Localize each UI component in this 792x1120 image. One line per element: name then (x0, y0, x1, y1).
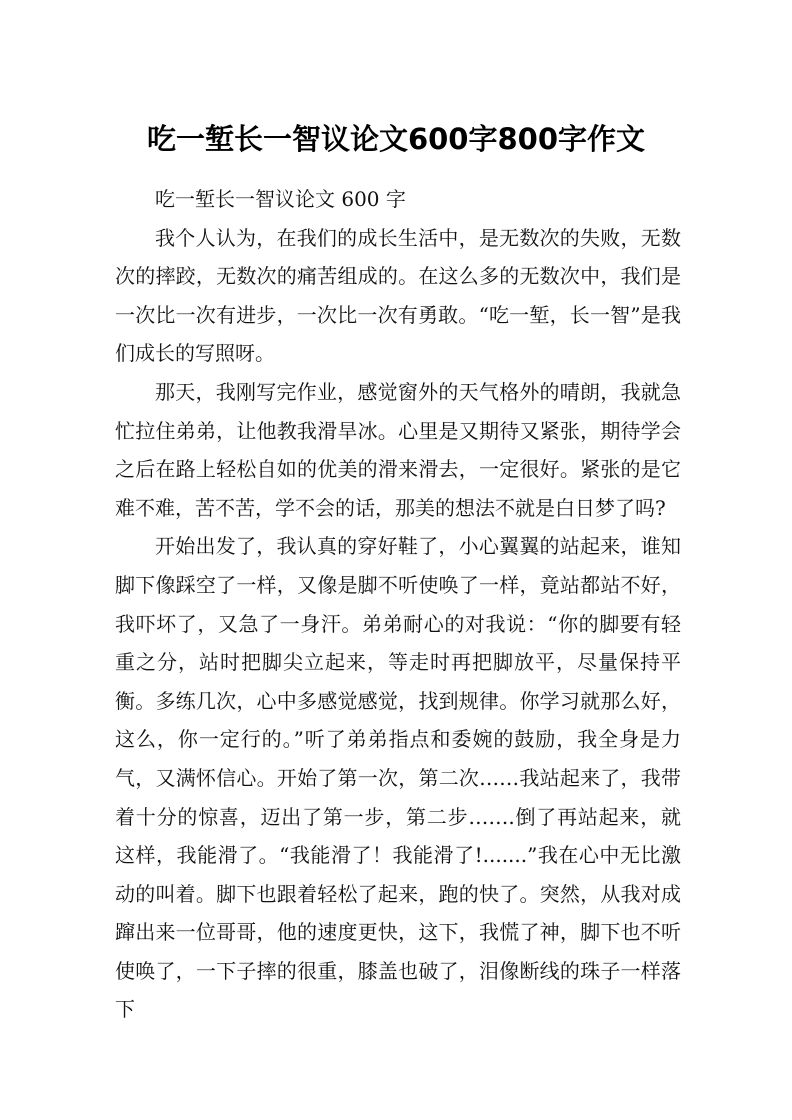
paragraph-1: 我个人认为，在我们的成长生活中，是无数次的失败，无数次的摔跤，无数次的痛苦组成的。在这么多的无数次中，我们是一次比一次有进步，一次比一次有勇敢。“吃一堑，长一智”是我们成长的写照呀。 (115, 225, 681, 366)
paragraph-2: 那天，我刚写完作业，感觉窗外的天气格外的晴朗，我就急忙拉住弟弟，让他教我滑旱冰。心里是又期待又紧张，期待学会之后在路上轻松自如的优美的滑来滑去，一定很好。紧张的是它难不难，苦不苦，学不会的话，那美的想法不就是白日梦了吗? (115, 379, 681, 520)
document-subtitle: 吃一堑长一智议论文 600 字 (155, 187, 406, 211)
paragraph-3: 开始出发了，我认真的穿好鞋了，小心翼翼的站起来，谁知脚下像踩空了一样，又像是脚不听使唤了一样，竟站都站不好，我吓坏了，又急了一身汗。弟弟耐心的对我说：“你的脚要有轻重之分，站时把脚尖立起来，等走时再把脚放平，尽量保持平衡。多练几次，心中多感觉感觉，找到规律。你学习就那么好，这么，你一定行的。”听了弟弟指点和委婉的鼓励，我全身是力气，又满怀信心。开始了第一次，第二次……我站起来了，我带着十分的惊喜，迈出了第一步，第二步…….倒了再站起来，就这样，我能滑了。“我能滑了！我能滑了!.......”我在心中无比激动的叫着。脚下也跟着轻松了起来，跑的快了。突然，从我对成蹿出来一位哥哥，他的速度更快，这下，我慌了神，脚下也不听使唤了，一下子摔的很重，膝盖也破了，泪像断线的珠子一样落下 (115, 534, 681, 1022)
document-body (115, 180, 681, 1029)
document-title: 吃一堑长一智议论文600字800字作文 (146, 122, 646, 156)
